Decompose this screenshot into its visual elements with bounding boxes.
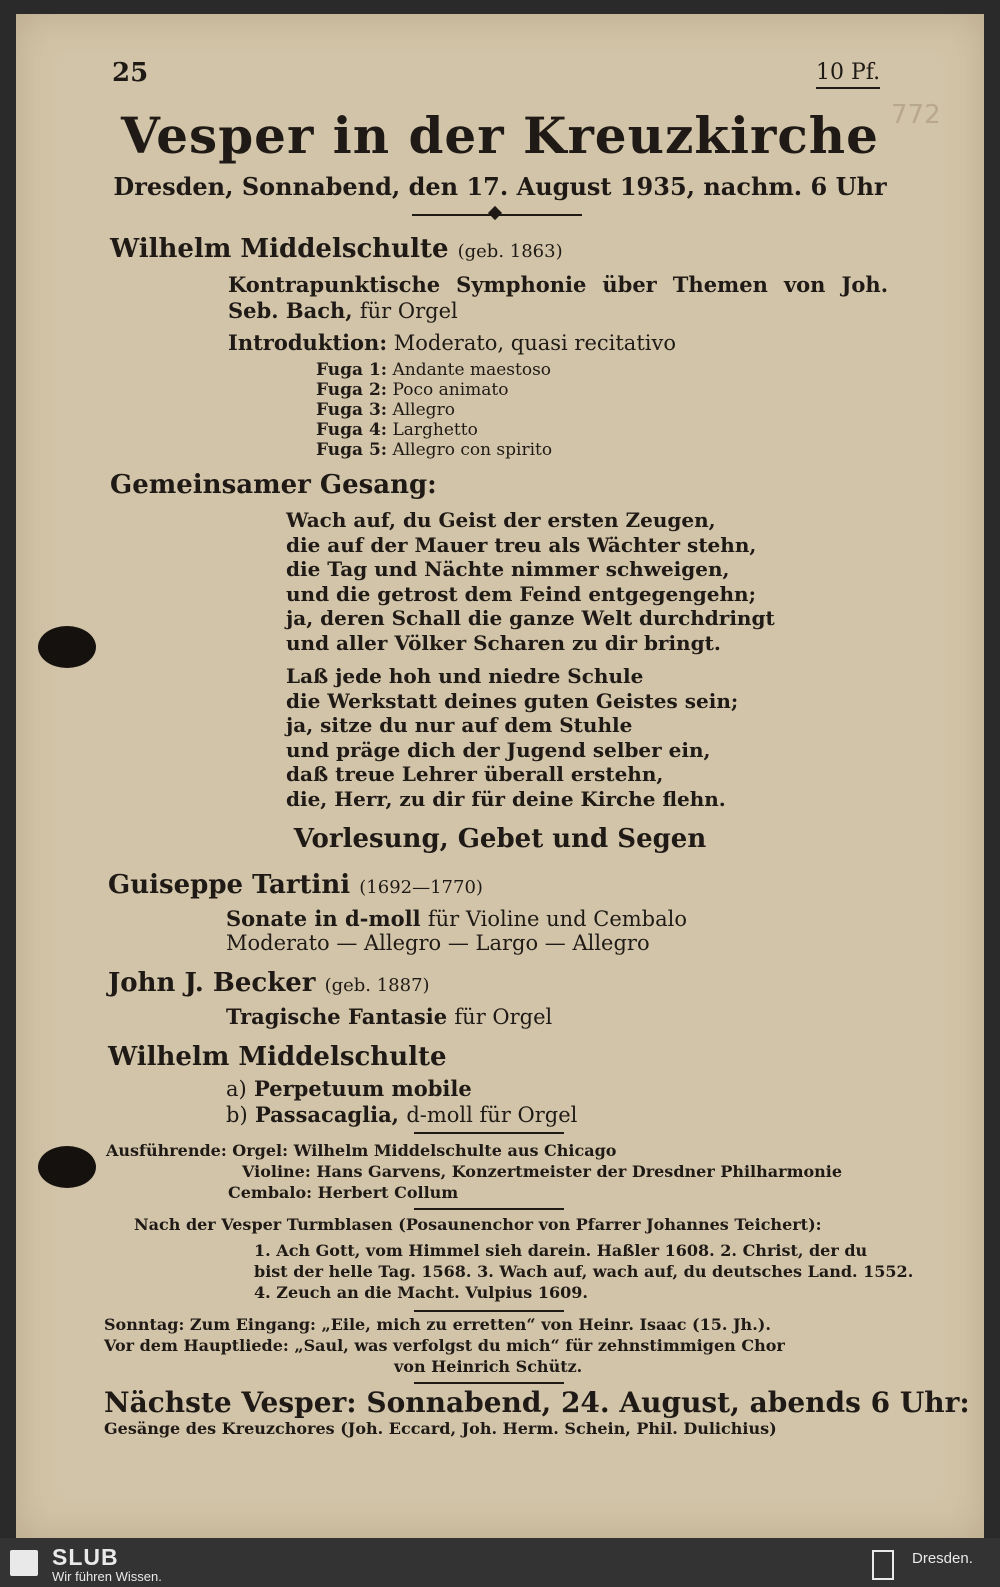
verse-line: die Tag und Nächte nimmer schweigen,: [286, 557, 730, 581]
sunday-line-3: von Heinrich Schütz.: [394, 1357, 583, 1376]
divider-ornament: [488, 206, 502, 220]
work-instrument: für Orgel: [454, 1005, 553, 1029]
item-instrument: d-moll für Orgel: [406, 1103, 578, 1127]
composer-heading: [108, 870, 483, 900]
verse-line: und die getrost dem Feind entgegengehn;: [286, 581, 756, 606]
fugue-tempo: Poco animato: [392, 380, 509, 400]
performers-line-1: Ausführende: Orgel: Wilhelm Middelschulte aus Chicago: [106, 1141, 617, 1160]
work-title-cont: [228, 298, 458, 324]
program-number: 25: [112, 58, 149, 88]
fugue-list: [316, 360, 552, 460]
dresden-logo: Dresden.: [912, 1550, 973, 1567]
work-instrument: für Violine und Cembalo: [427, 907, 688, 931]
verse-line: die Werkstatt deines guten Geistes sein;: [286, 688, 739, 713]
verse-line: ja, sitze du nur auf dem Stuhle: [286, 713, 633, 737]
fugue-label: Fuga 3:: [316, 400, 388, 420]
fugue-item: [316, 440, 552, 460]
sunday-line-1: Sonntag: Zum Eingang: „Eile, mich zu erretten“ von Heinr. Isaac (15. Jh.).: [104, 1315, 771, 1334]
fugue-item: [316, 380, 552, 400]
work-title: [226, 1004, 552, 1030]
fugue-tempo: Andante maestoso: [392, 360, 552, 380]
composer-dates: (geb. 1863): [457, 241, 563, 262]
composer-heading: [108, 968, 430, 998]
fugue-label: Fuga 4:: [316, 420, 388, 440]
song-stanza-2: [286, 664, 738, 811]
verse-line: und aller Völker Scharen zu dir bringt.: [286, 630, 721, 655]
fugue-label: Fuga 2:: [316, 380, 388, 400]
work-item-a: [226, 1076, 472, 1102]
fugue-item: [316, 400, 552, 420]
verse-line: die, Herr, zu dir für deine Kirche flehn.: [286, 786, 726, 811]
next-vesper-program: Gesänge des Kreuzchores (Joh. Eccard, Joh. Herm. Schein, Phil. Dulichius): [104, 1419, 777, 1438]
slub-logo-icon: [10, 1550, 38, 1576]
divider: [414, 1382, 564, 1384]
composer-dates: (geb. 1887): [324, 975, 430, 996]
dresden-crest-icon: [872, 1550, 894, 1580]
reading-heading: Vorlesung, Gebet und Segen: [293, 824, 707, 854]
item-label: b): [226, 1103, 248, 1127]
fugue-label: Fuga 5:: [316, 440, 388, 460]
song-heading: Gemeinsamer Gesang:: [110, 470, 437, 500]
song-stanza-1: [286, 508, 775, 655]
footer-bar: [0, 1538, 1000, 1587]
verse-line: ja, deren Schall die ganze Welt durchdringt: [286, 606, 775, 630]
composer-heading: Wilhelm Middelschulte: [108, 1042, 447, 1072]
work-title: Kontrapunktische Symphonie über Themen von Joh.: [228, 272, 888, 297]
tower-line-1: 1. Ach Gott, vom Himmel sieh darein. Haßler 1608. 2. Christ, der du: [254, 1241, 868, 1260]
fugue-item: [316, 420, 552, 440]
composer-dates: (1692—1770): [359, 877, 483, 898]
work-title: [226, 906, 687, 932]
movement-list: Moderato — Allegro — Largo — Allegro: [226, 931, 650, 955]
work-title-bold: Seb. Bach,: [228, 298, 353, 323]
tower-intro: Nach der Vesper Turmblasen (Posaunenchor von Pfarrer Johannes Teichert):: [134, 1215, 822, 1234]
divider: [414, 1132, 564, 1134]
slub-tagline: Wir führen Wissen.: [52, 1569, 162, 1584]
verse-line: die auf der Mauer treu als Wächter stehn,: [286, 532, 757, 557]
verse-line: daß treue Lehrer überall erstehn,: [286, 762, 664, 786]
composer-heading: [110, 234, 563, 264]
item-title: Perpetuum mobile: [254, 1076, 472, 1101]
sunday-line-2: Vor dem Hauptliede: „Saul, was verfolgst du mich“ für zehnstimmigen Chor: [104, 1336, 785, 1355]
composer-name: John J. Becker: [108, 968, 316, 998]
fugue-tempo: Allegro con spirito: [392, 440, 553, 460]
program-sheet: [16, 14, 984, 1538]
intro-label: Introduktion:: [228, 330, 388, 355]
fugue-tempo: Larghetto: [392, 420, 478, 440]
punch-hole: [38, 626, 96, 668]
divider: [414, 1208, 564, 1210]
fugue-tempo: Allegro: [392, 400, 455, 420]
price: 10 Pf.: [816, 60, 880, 89]
work-item-b: [226, 1102, 577, 1128]
performers-line-2: Violine: Hans Garvens, Konzertmeister der Dresdner Philharmonie: [242, 1162, 843, 1181]
fugue-label: Fuga 1:: [316, 360, 388, 380]
fugue-item: [316, 360, 552, 380]
work-instrument: für Orgel: [359, 299, 458, 323]
composer-name: Wilhelm Middelschulte: [110, 234, 449, 264]
next-vesper: Nächste Vesper: Sonnabend, 24. August, abends 6 Uhr:: [104, 1386, 970, 1419]
punch-hole: [38, 1146, 96, 1188]
page-subtitle: Dresden, Sonnabend, den 17. August 1935, nachm. 6 Uhr: [113, 172, 887, 201]
item-label: a): [226, 1077, 247, 1101]
intro-tempo: Moderato, quasi recitativo: [393, 331, 676, 355]
page-title: Vesper in der Kreuzkirche: [121, 106, 879, 165]
item-title: Passacaglia,: [254, 1102, 399, 1127]
slub-brand: SLUB: [52, 1544, 119, 1570]
verse-line: Wach auf, du Geist der ersten Zeugen,: [286, 508, 716, 532]
divider: [414, 1310, 564, 1312]
performers-line-3: Cembalo: Herbert Collum: [228, 1183, 459, 1202]
verse-line: Laß jede hoh und niedre Schule: [286, 664, 644, 688]
work-title-bold: Tragische Fantasie: [226, 1004, 448, 1029]
verse-line: und präge dich der Jugend selber ein,: [286, 737, 711, 762]
margin-annotation: 772: [891, 100, 941, 130]
introduction: [228, 330, 676, 356]
tower-line-2: bist der helle Tag. 1568. 3. Wach auf, wach auf, du deutsches Land. 1552.: [254, 1262, 914, 1281]
work-title-bold: Sonate in d-moll: [226, 906, 421, 931]
tower-line-3: 4. Zeuch an die Macht. Vulpius 1609.: [254, 1283, 588, 1302]
composer-name: Guiseppe Tartini: [108, 870, 351, 900]
